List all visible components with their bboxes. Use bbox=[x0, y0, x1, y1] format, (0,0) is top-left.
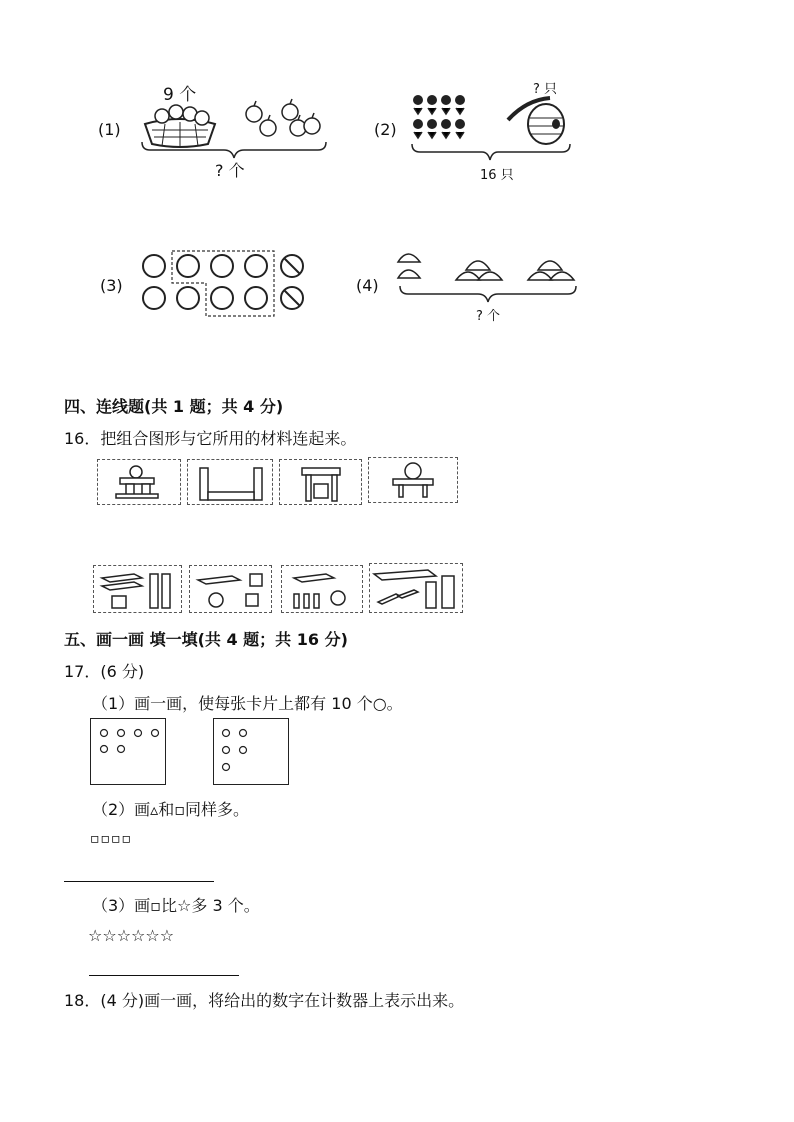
combined-figure-card-4 bbox=[368, 457, 458, 503]
problem-2-label: (2) bbox=[374, 120, 397, 139]
bees-and-hive-illustration bbox=[408, 90, 578, 156]
question-17-text: 17．(6 分) bbox=[64, 662, 145, 681]
combined-figure-card-2 bbox=[187, 459, 273, 505]
materials-card-4 bbox=[369, 563, 463, 613]
stars-row: ☆☆☆☆☆☆ bbox=[88, 926, 175, 945]
circles-grid-illustration bbox=[140, 248, 315, 320]
problem-1-bottom-text: ? 个 bbox=[215, 161, 245, 180]
circle-card-right bbox=[213, 718, 289, 785]
problem-3-label: (3) bbox=[100, 276, 123, 295]
materials-card-1 bbox=[93, 565, 182, 613]
problem-4-bottom-text: ? 个 bbox=[476, 309, 501, 324]
answer-line-17-2[interactable] bbox=[64, 881, 214, 882]
problem-1-label: (1) bbox=[98, 120, 121, 139]
question-16-text: 16．把组合图形与它所用的材料连起来。 bbox=[64, 429, 357, 448]
section-5-title: 五、画一画 填一填(共 4 题；共 16 分) bbox=[64, 630, 348, 649]
problem-2-top-text: ? 只 bbox=[533, 82, 558, 97]
question-17-2-text: （2）画▵和▫同样多。 bbox=[92, 800, 250, 819]
answer-line-17-3[interactable] bbox=[89, 975, 239, 976]
circle-card-left bbox=[90, 718, 166, 785]
materials-card-3 bbox=[281, 565, 363, 613]
problem-4-label: (4) bbox=[356, 276, 379, 295]
question-17-3-text: （3）画▫比☆多 3 个。 bbox=[92, 896, 260, 915]
squares-row: ▫▫▫▫ bbox=[90, 831, 132, 847]
question-18-text: 18．(4 分)画一画，将给出的数字在计数器上表示出来。 bbox=[64, 991, 465, 1010]
problem-1-top-text: 9 个 bbox=[163, 85, 197, 105]
combined-figure-card-1 bbox=[97, 459, 181, 505]
materials-card-2 bbox=[189, 565, 272, 613]
section-4-title: 四、连线题(共 1 题；共 4 分) bbox=[64, 397, 284, 416]
fruit-basket-illustration bbox=[140, 96, 330, 156]
problem-2-bottom-text: 16 只 bbox=[480, 168, 514, 183]
question-17-1-text: （1）画一画，使每张卡片上都有 10 个○。 bbox=[92, 694, 403, 713]
buns-illustration bbox=[396, 244, 586, 308]
combined-figure-card-3 bbox=[279, 459, 362, 505]
